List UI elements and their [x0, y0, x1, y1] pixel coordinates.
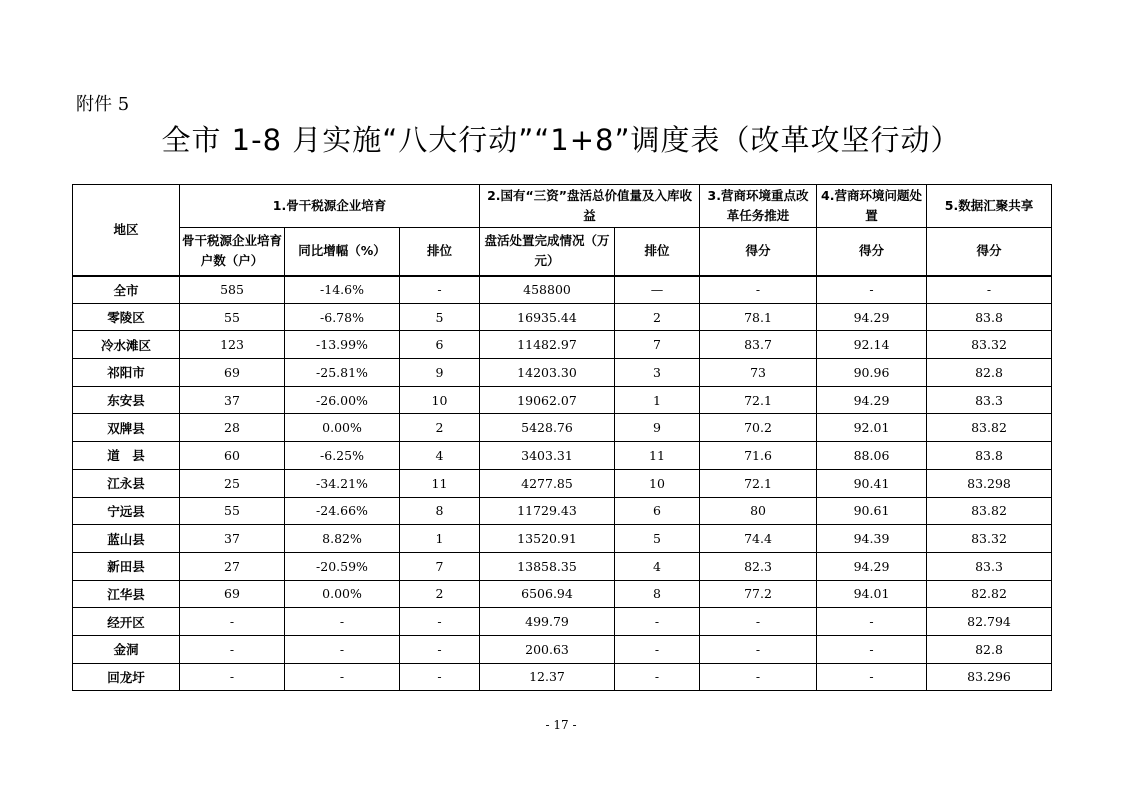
table-body — [73, 276, 1052, 691]
score-3-cell: 80 — [700, 497, 817, 525]
rank-1-cell: - — [400, 663, 480, 691]
table-row — [73, 552, 1052, 580]
score-5-cell: 82.8 — [927, 359, 1052, 387]
rank-2-cell: 8 — [615, 580, 700, 608]
header-rank-1: 排位 — [400, 228, 480, 276]
count-cell: - — [180, 608, 285, 636]
score-3-cell: 82.3 — [700, 552, 817, 580]
yoy-cell: -34.21% — [285, 469, 400, 497]
disposal-cell: 19062.07 — [480, 386, 615, 414]
region-cell: 零陵区 — [73, 303, 180, 331]
region-cell: 江永县 — [73, 469, 180, 497]
rank-1-cell: - — [400, 608, 480, 636]
count-cell: 55 — [180, 303, 285, 331]
rank-2-cell: - — [615, 608, 700, 636]
rank-1-cell: 10 — [400, 386, 480, 414]
score-4-cell: 90.96 — [817, 359, 927, 387]
yoy-cell: -6.25% — [285, 442, 400, 470]
score-3-cell: 70.2 — [700, 414, 817, 442]
yoy-cell: - — [285, 663, 400, 691]
yoy-cell: - — [285, 635, 400, 663]
score-5-cell: 82.82 — [927, 580, 1052, 608]
region-cell: 双牌县 — [73, 414, 180, 442]
rank-2-cell: - — [615, 635, 700, 663]
region-cell: 金洞 — [73, 635, 180, 663]
score-3-cell: - — [700, 608, 817, 636]
disposal-cell: 458800 — [480, 276, 615, 304]
disposal-cell: 6506.94 — [480, 580, 615, 608]
score-3-cell: 71.6 — [700, 442, 817, 470]
yoy-cell: -13.99% — [285, 331, 400, 359]
score-5-cell: 83.3 — [927, 552, 1052, 580]
disposal-cell: 13520.91 — [480, 525, 615, 553]
rank-2-cell: 4 — [615, 552, 700, 580]
score-5-cell: 83.82 — [927, 497, 1052, 525]
rank-1-cell: 9 — [400, 359, 480, 387]
score-5-cell: 83.32 — [927, 525, 1052, 553]
header-disposal: 盘活处置完成情况（万元） — [480, 228, 615, 276]
yoy-cell: 8.82% — [285, 525, 400, 553]
score-5-cell: 83.32 — [927, 331, 1052, 359]
rank-1-cell: 8 — [400, 497, 480, 525]
rank-1-cell: 11 — [400, 469, 480, 497]
header-score-3: 得分 — [700, 228, 817, 276]
score-4-cell: 94.29 — [817, 552, 927, 580]
page-title: 全市 1-8 月实施“八大行动”“1+8”调度表（改革攻坚行动） — [161, 123, 961, 157]
region-cell: 新田县 — [73, 552, 180, 580]
count-cell: 69 — [180, 580, 285, 608]
rank-2-cell: 6 — [615, 497, 700, 525]
region-cell: 回龙圩 — [73, 663, 180, 691]
disposal-cell: 11729.43 — [480, 497, 615, 525]
header-score-4: 得分 — [817, 228, 927, 276]
table-row — [73, 663, 1052, 691]
yoy-cell: 0.00% — [285, 414, 400, 442]
table-row — [73, 635, 1052, 663]
score-3-cell: 73 — [700, 359, 817, 387]
region-cell: 冷水滩区 — [73, 331, 180, 359]
count-cell: 55 — [180, 497, 285, 525]
table-row — [73, 359, 1052, 387]
score-4-cell: 92.14 — [817, 331, 927, 359]
score-4-cell: 94.29 — [817, 386, 927, 414]
score-3-cell: 78.1 — [700, 303, 817, 331]
count-cell: - — [180, 635, 285, 663]
page-number: - 17 - — [545, 718, 577, 732]
yoy-cell: -26.00% — [285, 386, 400, 414]
region-cell: 蓝山县 — [73, 525, 180, 553]
score-4-cell: - — [817, 276, 927, 304]
table-row — [73, 386, 1052, 414]
count-cell: 123 — [180, 331, 285, 359]
header-group-5: 5.数据汇聚共享 — [927, 185, 1052, 228]
rank-2-cell: 9 — [615, 414, 700, 442]
header-group-3: 3.营商环境重点改革任务推进 — [700, 185, 817, 228]
count-cell: 25 — [180, 469, 285, 497]
count-cell: 60 — [180, 442, 285, 470]
score-4-cell: 90.41 — [817, 469, 927, 497]
count-cell: 28 — [180, 414, 285, 442]
table-row — [73, 525, 1052, 553]
rank-2-cell: — — [615, 276, 700, 304]
score-4-cell: 94.01 — [817, 580, 927, 608]
region-cell: 道 县 — [73, 442, 180, 470]
rank-1-cell: - — [400, 276, 480, 304]
table-row — [73, 469, 1052, 497]
header-region: 地区 — [73, 185, 180, 276]
rank-1-cell: 2 — [400, 580, 480, 608]
header-yoy: 同比增幅（%） — [285, 228, 400, 276]
score-4-cell: 90.61 — [817, 497, 927, 525]
schedule-table — [72, 184, 1052, 691]
score-3-cell: 77.2 — [700, 580, 817, 608]
score-4-cell: - — [817, 635, 927, 663]
score-5-cell: 83.8 — [927, 303, 1052, 331]
disposal-cell: 11482.97 — [480, 331, 615, 359]
score-3-cell: 74.4 — [700, 525, 817, 553]
rank-1-cell: 2 — [400, 414, 480, 442]
yoy-cell: - — [285, 608, 400, 636]
rank-2-cell: 5 — [615, 525, 700, 553]
score-4-cell: 88.06 — [817, 442, 927, 470]
rank-1-cell: 4 — [400, 442, 480, 470]
yoy-cell: -25.81% — [285, 359, 400, 387]
rank-1-cell: 1 — [400, 525, 480, 553]
region-cell: 江华县 — [73, 580, 180, 608]
score-3-cell: 72.1 — [700, 469, 817, 497]
count-cell: 37 — [180, 525, 285, 553]
table-row — [73, 608, 1052, 636]
attachment-label: 附件 5 — [76, 94, 130, 115]
score-5-cell: 83.3 — [927, 386, 1052, 414]
table-row — [73, 497, 1052, 525]
table-row — [73, 331, 1052, 359]
yoy-cell: -20.59% — [285, 552, 400, 580]
rank-1-cell: 6 — [400, 331, 480, 359]
table-row — [73, 276, 1052, 304]
score-3-cell: 72.1 — [700, 386, 817, 414]
disposal-cell: 14203.30 — [480, 359, 615, 387]
score-4-cell: 94.29 — [817, 303, 927, 331]
count-cell: - — [180, 663, 285, 691]
table-row — [73, 414, 1052, 442]
header-group-4: 4.营商环境问题处置 — [817, 185, 927, 228]
rank-2-cell: 1 — [615, 386, 700, 414]
score-5-cell: 83.296 — [927, 663, 1052, 691]
score-5-cell: - — [927, 276, 1052, 304]
region-cell: 经开区 — [73, 608, 180, 636]
disposal-cell: 12.37 — [480, 663, 615, 691]
count-cell: 69 — [180, 359, 285, 387]
score-4-cell: - — [817, 608, 927, 636]
header-count: 骨干税源企业培育户数（户） — [180, 228, 285, 276]
score-3-cell: - — [700, 663, 817, 691]
table-row — [73, 303, 1052, 331]
table-row — [73, 580, 1052, 608]
rank-2-cell: 7 — [615, 331, 700, 359]
score-5-cell: 83.82 — [927, 414, 1052, 442]
header-group-2: 2.国有“三资”盘活总价值量及入库收益 — [480, 185, 700, 228]
region-cell: 祁阳市 — [73, 359, 180, 387]
score-3-cell: 83.7 — [700, 331, 817, 359]
score-4-cell: 92.01 — [817, 414, 927, 442]
score-5-cell: 82.794 — [927, 608, 1052, 636]
disposal-cell: 499.79 — [480, 608, 615, 636]
yoy-cell: 0.00% — [285, 580, 400, 608]
rank-2-cell: - — [615, 663, 700, 691]
disposal-cell: 3403.31 — [480, 442, 615, 470]
rank-1-cell: - — [400, 635, 480, 663]
disposal-cell: 5428.76 — [480, 414, 615, 442]
score-5-cell: 83.8 — [927, 442, 1052, 470]
table-header — [73, 185, 1052, 276]
rank-2-cell: 11 — [615, 442, 700, 470]
score-3-cell: - — [700, 276, 817, 304]
rank-2-cell: 10 — [615, 469, 700, 497]
header-score-5: 得分 — [927, 228, 1052, 276]
rank-1-cell: 5 — [400, 303, 480, 331]
rank-1-cell: 7 — [400, 552, 480, 580]
count-cell: 585 — [180, 276, 285, 304]
header-group-1: 1.骨干税源企业培育 — [180, 185, 480, 228]
disposal-cell: 200.63 — [480, 635, 615, 663]
yoy-cell: -6.78% — [285, 303, 400, 331]
disposal-cell: 4277.85 — [480, 469, 615, 497]
region-cell: 全市 — [73, 276, 180, 304]
disposal-cell: 16935.44 — [480, 303, 615, 331]
score-3-cell: - — [700, 635, 817, 663]
disposal-cell: 13858.35 — [480, 552, 615, 580]
score-5-cell: 83.298 — [927, 469, 1052, 497]
rank-2-cell: 3 — [615, 359, 700, 387]
score-4-cell: 94.39 — [817, 525, 927, 553]
count-cell: 27 — [180, 552, 285, 580]
table-row — [73, 442, 1052, 470]
rank-2-cell: 2 — [615, 303, 700, 331]
score-4-cell: - — [817, 663, 927, 691]
header-rank-2: 排位 — [615, 228, 700, 276]
yoy-cell: -14.6% — [285, 276, 400, 304]
count-cell: 37 — [180, 386, 285, 414]
score-5-cell: 82.8 — [927, 635, 1052, 663]
region-cell: 宁远县 — [73, 497, 180, 525]
region-cell: 东安县 — [73, 386, 180, 414]
yoy-cell: -24.66% — [285, 497, 400, 525]
